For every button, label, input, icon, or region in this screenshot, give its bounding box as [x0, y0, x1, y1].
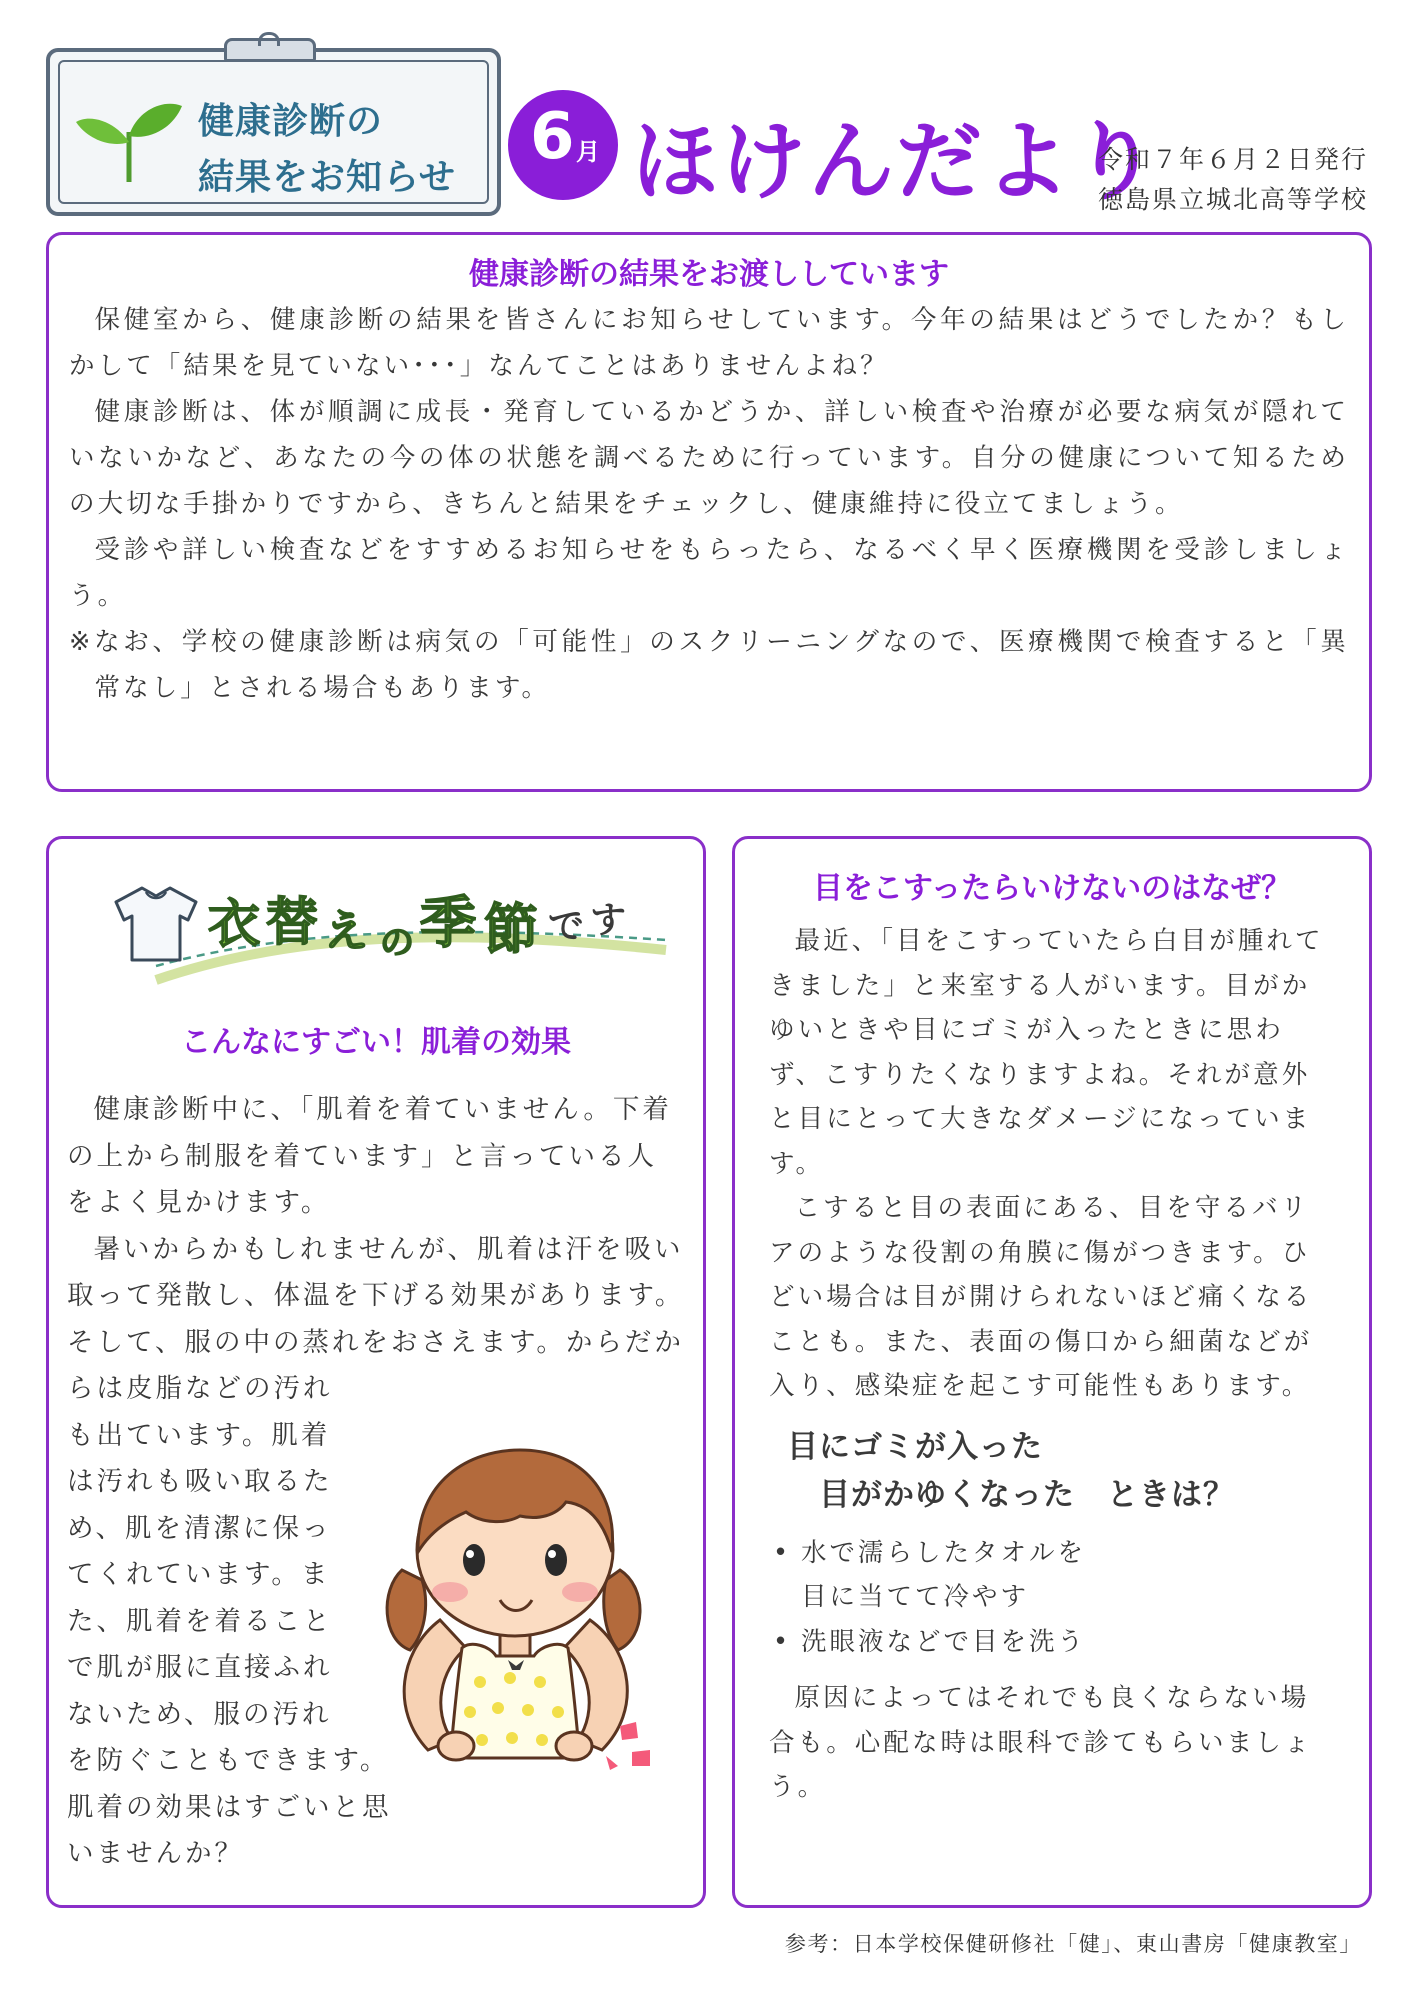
results-section	[46, 232, 1372, 792]
month-number: 6	[530, 100, 575, 174]
text-line: も出ています。肌着	[67, 1419, 331, 1451]
text-line: は汚れも吸い取るた	[67, 1466, 333, 1497]
eye-section	[732, 836, 1372, 1908]
eye-paragraph: こすると目の表面にある、目を守るバリアのような役割の角膜に傷がつきます。ひどい場合は目が開けられないほど痛くなることも。また、表面の傷口から細菌などが入り、感染症を起こす可能性もあります。	[769, 1193, 1313, 1401]
text-line: を防ぐこともできます。	[67, 1745, 390, 1776]
season-char: 季	[420, 891, 476, 956]
eye-body	[769, 919, 1333, 1810]
text-line: 肌着の効果はすごいと思	[67, 1791, 392, 1823]
eye-subheading-2: 目がかゆくなった ときは？	[819, 1476, 1235, 1513]
issue-date: 令和７年６月２日発行	[1097, 145, 1368, 174]
eye-subheading-1: 目にゴミが入った	[787, 1428, 1043, 1465]
bullet-icon: •	[773, 1626, 792, 1657]
clipboard-ring	[258, 32, 280, 46]
results-body	[69, 297, 1349, 711]
bullet-icon: •	[773, 1537, 792, 1568]
season-char: の	[380, 923, 414, 963]
newsletter-title: ほけんだより	[632, 112, 1160, 212]
eye-care-list	[769, 1531, 1333, 1665]
clipboard-line-1: 健康診断の	[198, 101, 384, 142]
text-line: で肌が服に直接ふれ	[67, 1652, 333, 1683]
results-paragraph: 健康診断は、体が順調に成長・発育しているかどうか、詳しい検査や治療が必要な病気が隠れていないかなど、あなたの今の体の状態を調べるために行っています。自分の健康について知るための大切な手掛かりですから、きちんと結果をチェックし、健康維持に役立てましょう。	[69, 397, 1349, 519]
results-note: ※なお、学校の健康診断は病気の「可能性」のスクリーニングなので、医療機関で検査すると「異常なし」とされる場合もあります。	[69, 627, 1349, 703]
undershirt-heading: こんなにすごい！肌着の効果	[181, 1025, 571, 1060]
text-line: いませんか？	[67, 1838, 244, 1869]
undershirt-paragraph: 暑いからかもしれませんが、肌着は汗を吸い取って発散し、体温を下げる効果があります。そして、服の中の蒸れをおさえます。からだからは皮脂などの汚れ	[67, 1233, 685, 1404]
list-item-line: 目に当てて冷やす	[801, 1582, 1030, 1612]
season-char: す	[590, 900, 627, 941]
girl-illustration	[370, 1420, 670, 1770]
eye-heading: 目をこすったらいけないのはなぜ？	[812, 871, 1292, 906]
month-unit: 月	[576, 138, 600, 166]
season-char: で	[548, 906, 585, 947]
season-char: 節	[484, 898, 538, 961]
school-name: 徳島県立城北高等学校	[1097, 185, 1368, 214]
list-item	[769, 1531, 1333, 1620]
sprout-icon	[74, 92, 184, 188]
reference-note: 参考：日本学校保健研修社「健」、東山書房「健康教室」	[784, 1932, 1362, 1956]
tshirt-icon	[116, 888, 196, 960]
results-paragraph: 受診や詳しい検査などをすすめるお知らせをもらったら、なるべく早く医療機関を受診しましょう。	[69, 535, 1349, 611]
results-heading: 健康診断の結果をお渡ししています	[469, 257, 949, 292]
season-char: え	[324, 906, 368, 957]
issue-info	[1098, 140, 1368, 220]
list-item	[769, 1620, 1333, 1665]
undershirt-narrow-text	[67, 1413, 392, 1878]
list-item-line: 洗眼液などで目を洗う	[801, 1626, 1087, 1657]
undershirt-paragraph: 健康診断中に、「肌着を着ていません。下着の上から制服を着ています」と言っている人をよく見かけます。	[67, 1094, 672, 1218]
season-title-art	[96, 862, 686, 992]
eye-paragraph: 原因によってはそれでも良くならない場合も。心配な時は眼科で診てもらいましょう。	[769, 1683, 1313, 1802]
text-line: め、肌を清潔に保っ	[67, 1512, 332, 1544]
clipboard-line-2: 結果をお知らせ	[198, 157, 456, 198]
eye-paragraph: 最近、「目をこすっていたら白目が腫れてきました」と来室する人がいます。目がかゆいときや目にゴミが入ったときに思わず、こすりたくなりますよね。それが意外と目にとって大きなダメージになっています。	[769, 926, 1324, 1179]
season-char: 衣	[208, 895, 261, 955]
text-line: た、肌着を着ること	[67, 1605, 333, 1637]
clipboard-text	[198, 94, 456, 206]
text-line: てくれています。ま	[67, 1559, 331, 1590]
results-paragraph: 保健室から、健康診断の結果を皆さんにお知らせしています。今年の結果はどうでしたか？もしかして「結果を見ていない･･･」なんてことはありませんよね？	[69, 305, 1349, 381]
text-line: ないため、服の汚れ	[67, 1698, 332, 1730]
season-char: 替	[266, 893, 319, 953]
list-item-line: 水で濡らしたタオルを	[801, 1537, 1087, 1568]
